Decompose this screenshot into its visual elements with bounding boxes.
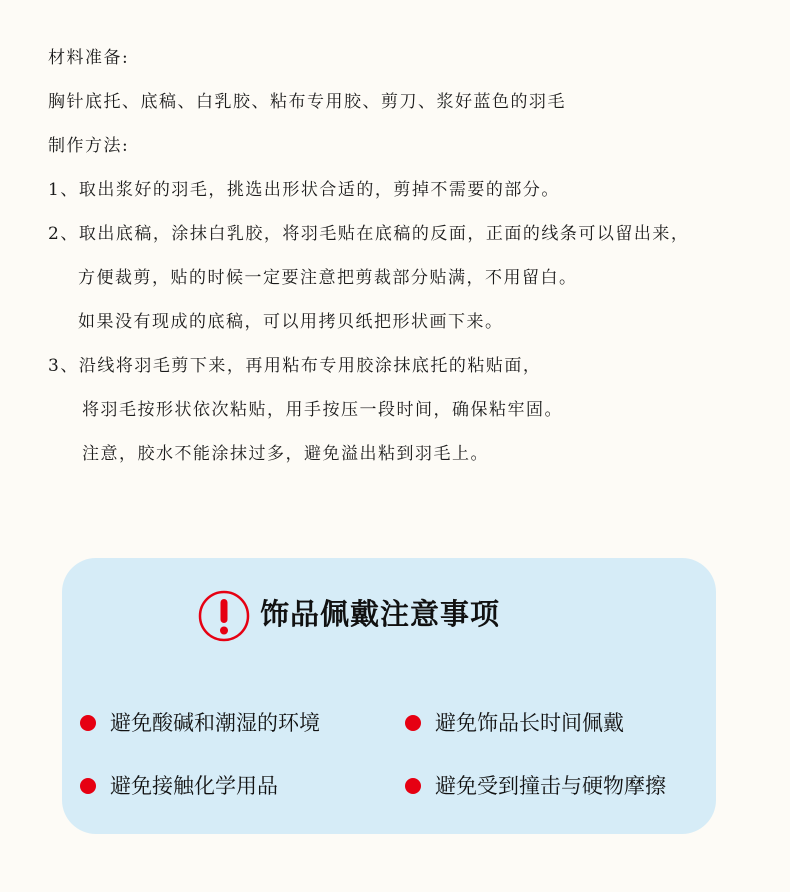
bullet-dot-icon [405,715,421,731]
notice-item-label: 避免受到撞击与硬物摩擦 [435,774,666,798]
notice-item [405,709,624,737]
notice-title: 饰品佩戴注意事项 [260,597,501,631]
notice-item-label: 避免饰品长时间佩戴 [435,711,624,735]
step-2-line-2: 方便裁剪，贴的时候一定要注意把剪裁部分贴满，不用留白。 [78,268,578,288]
notice-item [80,772,278,800]
bullet-dot-icon [80,715,96,731]
bullet-dot-icon [80,778,96,794]
step-1: 1、取出浆好的羽毛，挑选出形状合适的，剪掉不需要的部分。 [48,180,560,200]
step-3-line-3: 注意，胶水不能涂抹过多，避免溢出粘到羽毛上。 [82,444,489,464]
materials-heading: 材料准备: [48,48,130,68]
notice-item-label: 避免接触化学用品 [110,774,278,798]
method-heading: 制作方法: [48,136,130,156]
materials-list: 胸针底托、底稿、白乳胶、粘布专用胶、剪刀、浆好蓝色的羽毛 [48,92,566,112]
notice-item [405,772,666,800]
step-3-line-1: 3、沿线将羽毛剪下来，再用粘布专用胶涂抹底托的粘贴面， [48,356,542,376]
bullet-dot-icon [405,778,421,794]
notice-item [80,709,320,737]
step-2-line-1: 2、取出底稿，涂抹白乳胶，将羽毛贴在底稿的反面，正面的线条可以留出来， [48,224,690,244]
notice-item-label: 避免酸碱和潮湿的环境 [110,711,320,735]
exclamation-circle-icon [198,590,250,642]
step-3-line-2: 将羽毛按形状依次粘贴，用手按压一段时间，确保粘牢固。 [82,400,563,420]
step-2-line-3: 如果没有现成的底稿，可以用拷贝纸把形状画下来。 [78,312,504,332]
